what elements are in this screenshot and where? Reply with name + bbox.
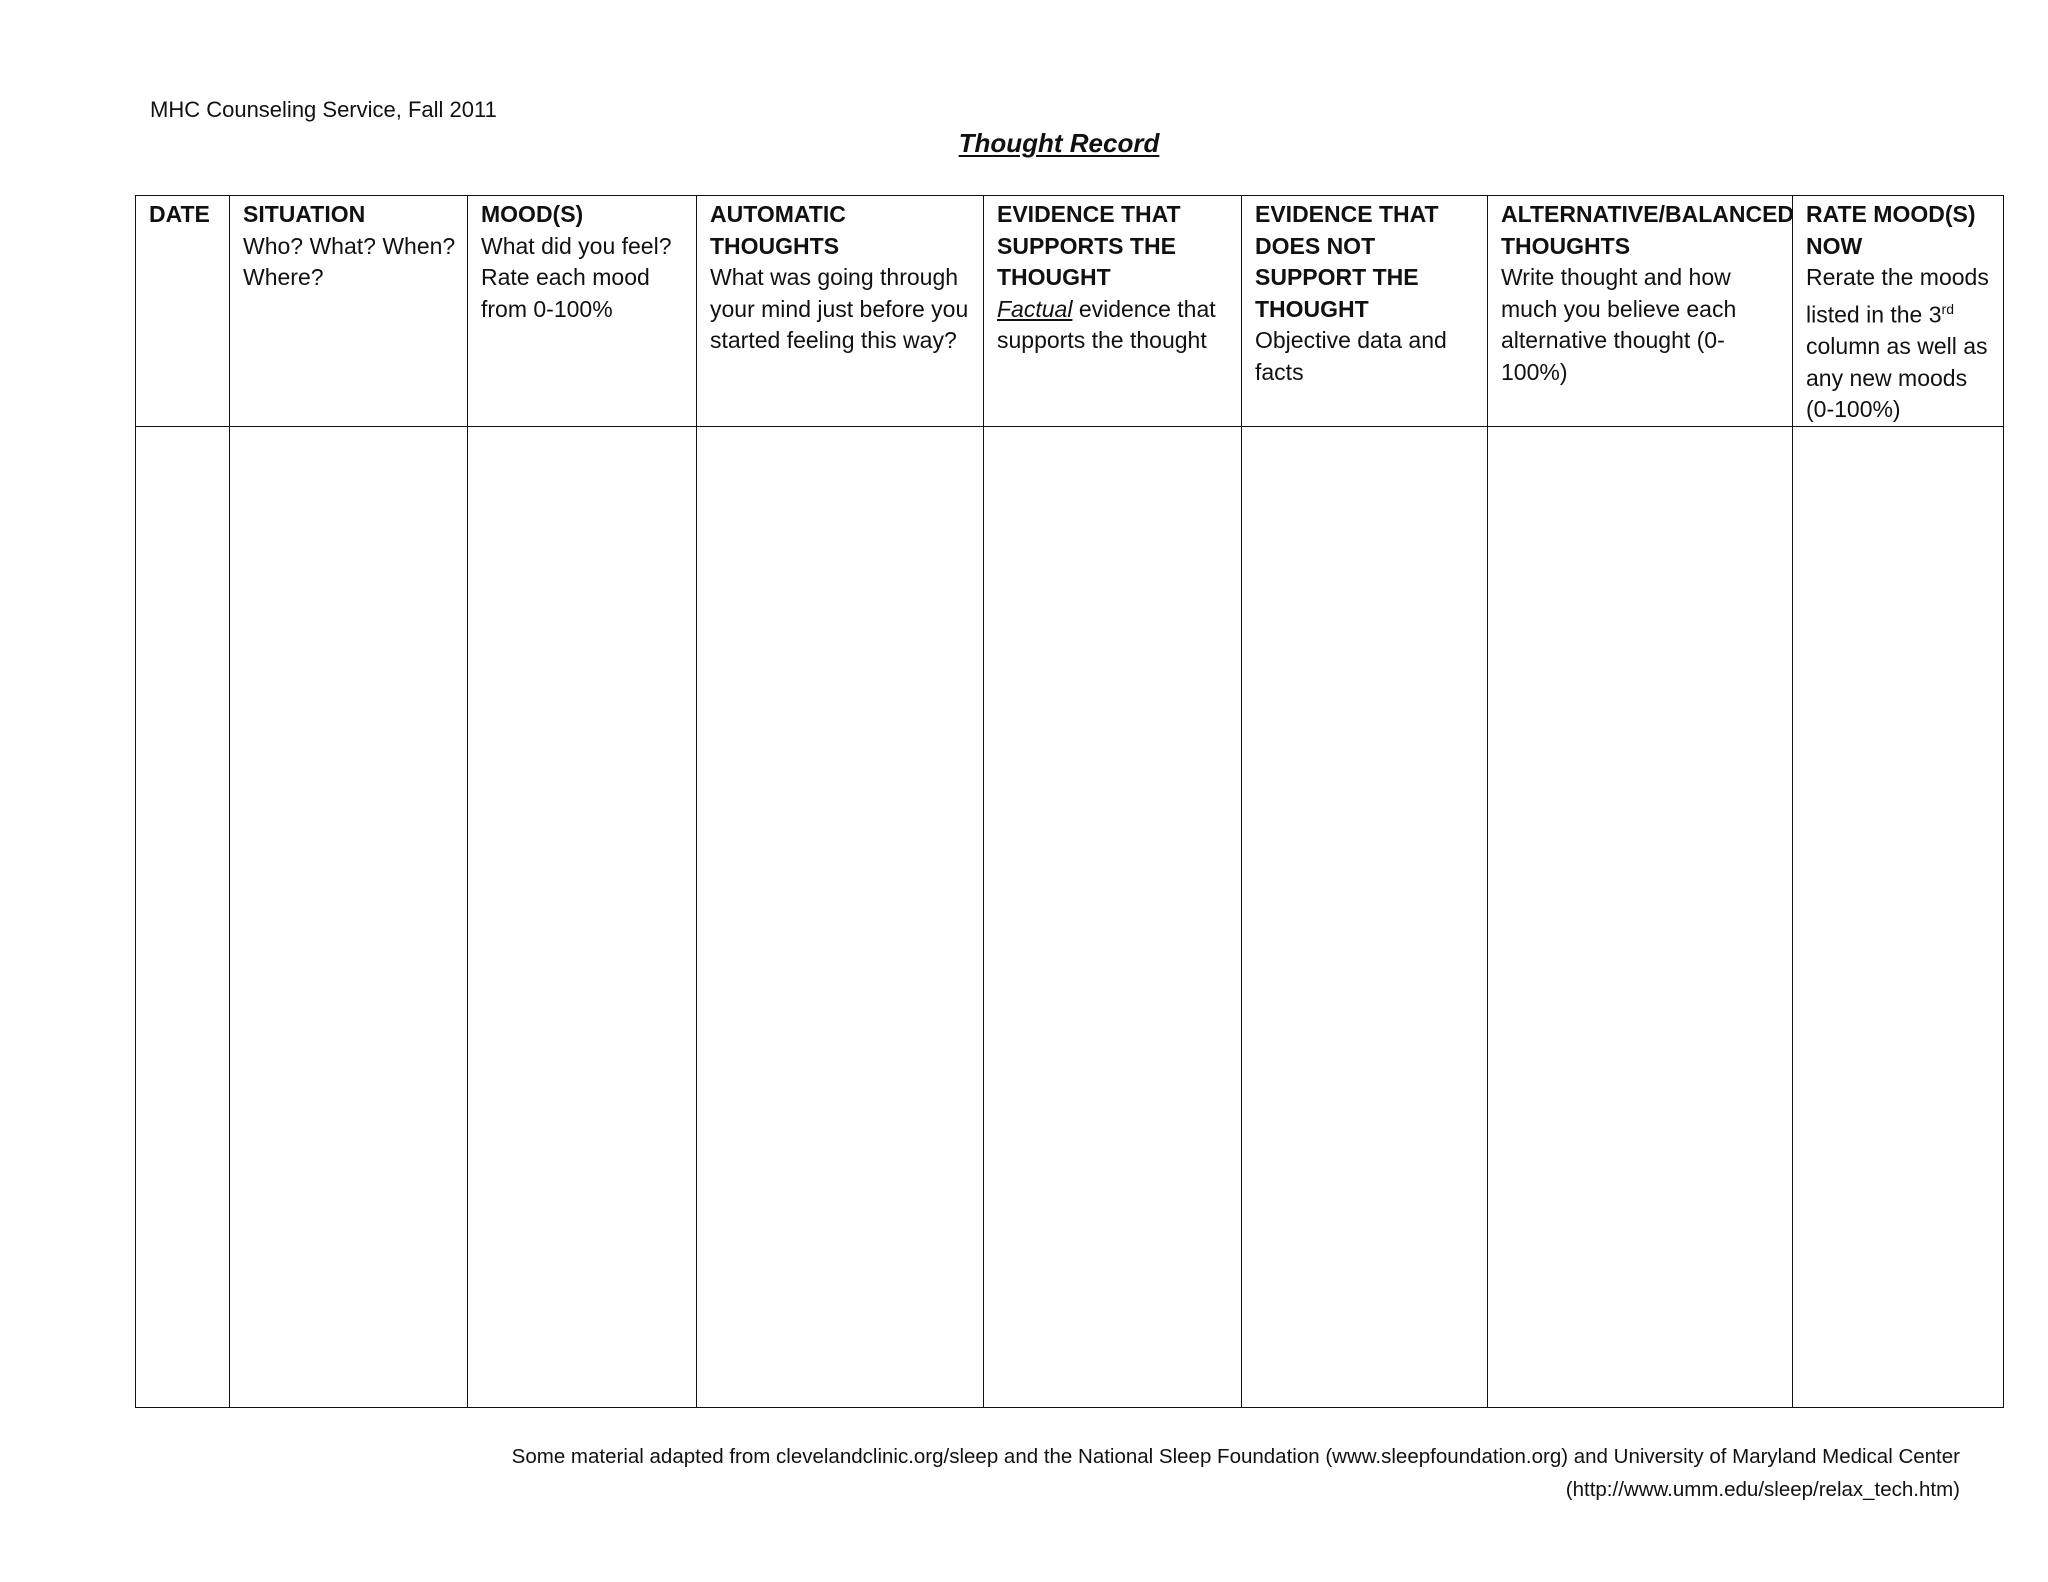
document-title: Thought Record — [958, 128, 1160, 158]
column-title-contrary-evidence: EVIDENCE THAT DOES NOT SUPPORT THE THOUGHT — [1255, 201, 1439, 322]
column-title-moods: MOOD(S) — [481, 201, 584, 227]
cell-moods[interactable] — [468, 426, 697, 1407]
description-text-after: column as well as any new moods (0-100%) — [1806, 333, 1988, 423]
column-title-rate-moods-now: RATE MOOD(S) NOW — [1806, 201, 1976, 259]
column-header-automatic-thoughts — [697, 196, 984, 427]
column-title-alternative-thoughts: ALTERNATIVE/BALANCED THOUGHTS — [1501, 201, 1795, 259]
column-description-contrary-evidence: Objective data and facts — [1255, 327, 1447, 385]
column-title-date: DATE — [149, 201, 210, 227]
entry-row — [136, 426, 2004, 1407]
cell-supporting-evidence[interactable] — [984, 426, 1242, 1407]
description-text-before: Rerate the moods listed in the 3 — [1806, 264, 1989, 328]
column-description-rate-moods-now — [1806, 262, 1995, 426]
column-title-supporting-evidence: EVIDENCE THAT SUPPORTS THE THOUGHT — [997, 201, 1181, 291]
thought-record-table — [135, 195, 2004, 1408]
column-header-alternative-thoughts — [1488, 196, 1793, 427]
emphasis-factual: Factual — [997, 295, 1073, 322]
attribution-line-2: (http://www.umm.edu/sleep/relax_tech.htm) — [1565, 1478, 1960, 1501]
attribution-line-1: Some material adapted from clevelandclinic.org/sleep and the National Sleep Foundation (www.sleepfoundation.org) and University of Maryland Medical Center — [511, 1445, 1960, 1468]
cell-alternative-thoughts[interactable] — [1488, 426, 1793, 1407]
column-header-contrary-evidence — [1242, 196, 1488, 427]
column-title-situation: SITUATION — [243, 201, 366, 227]
column-description-situation: Who? What? When? Where? — [243, 232, 456, 291]
header-row — [136, 196, 2004, 427]
column-description-alternative-thoughts: Write thought and how much you believe each alternative thought (0-100%) — [1501, 264, 1737, 385]
cell-date[interactable] — [136, 426, 230, 1407]
description-text: evidence that supports the thought — [997, 295, 1216, 354]
cell-automatic-thoughts[interactable] — [697, 426, 984, 1407]
cell-rate-moods-now[interactable] — [1793, 426, 2004, 1407]
cell-contrary-evidence[interactable] — [1242, 426, 1488, 1407]
column-description-supporting-evidence — [997, 294, 1233, 357]
ordinal-superscript: rd — [1941, 300, 1954, 317]
column-header-moods — [468, 196, 697, 427]
column-header-situation — [230, 196, 468, 427]
cell-situation[interactable] — [230, 426, 468, 1407]
column-description-moods: What did you feel? Rate each mood from 0-100% — [481, 232, 672, 322]
organization-line: MHC Counseling Service, Fall 2011 — [150, 97, 497, 122]
column-title-automatic-thoughts: AUTOMATIC THOUGHTS — [710, 201, 846, 259]
source-attribution — [260, 1440, 1960, 1506]
column-header-supporting-evidence — [984, 196, 1242, 427]
column-header-date — [136, 196, 230, 427]
column-header-rate-moods-now — [1793, 196, 2004, 427]
column-description-automatic-thoughts: What was going through your mind just before you started feeling this way? — [710, 264, 969, 354]
